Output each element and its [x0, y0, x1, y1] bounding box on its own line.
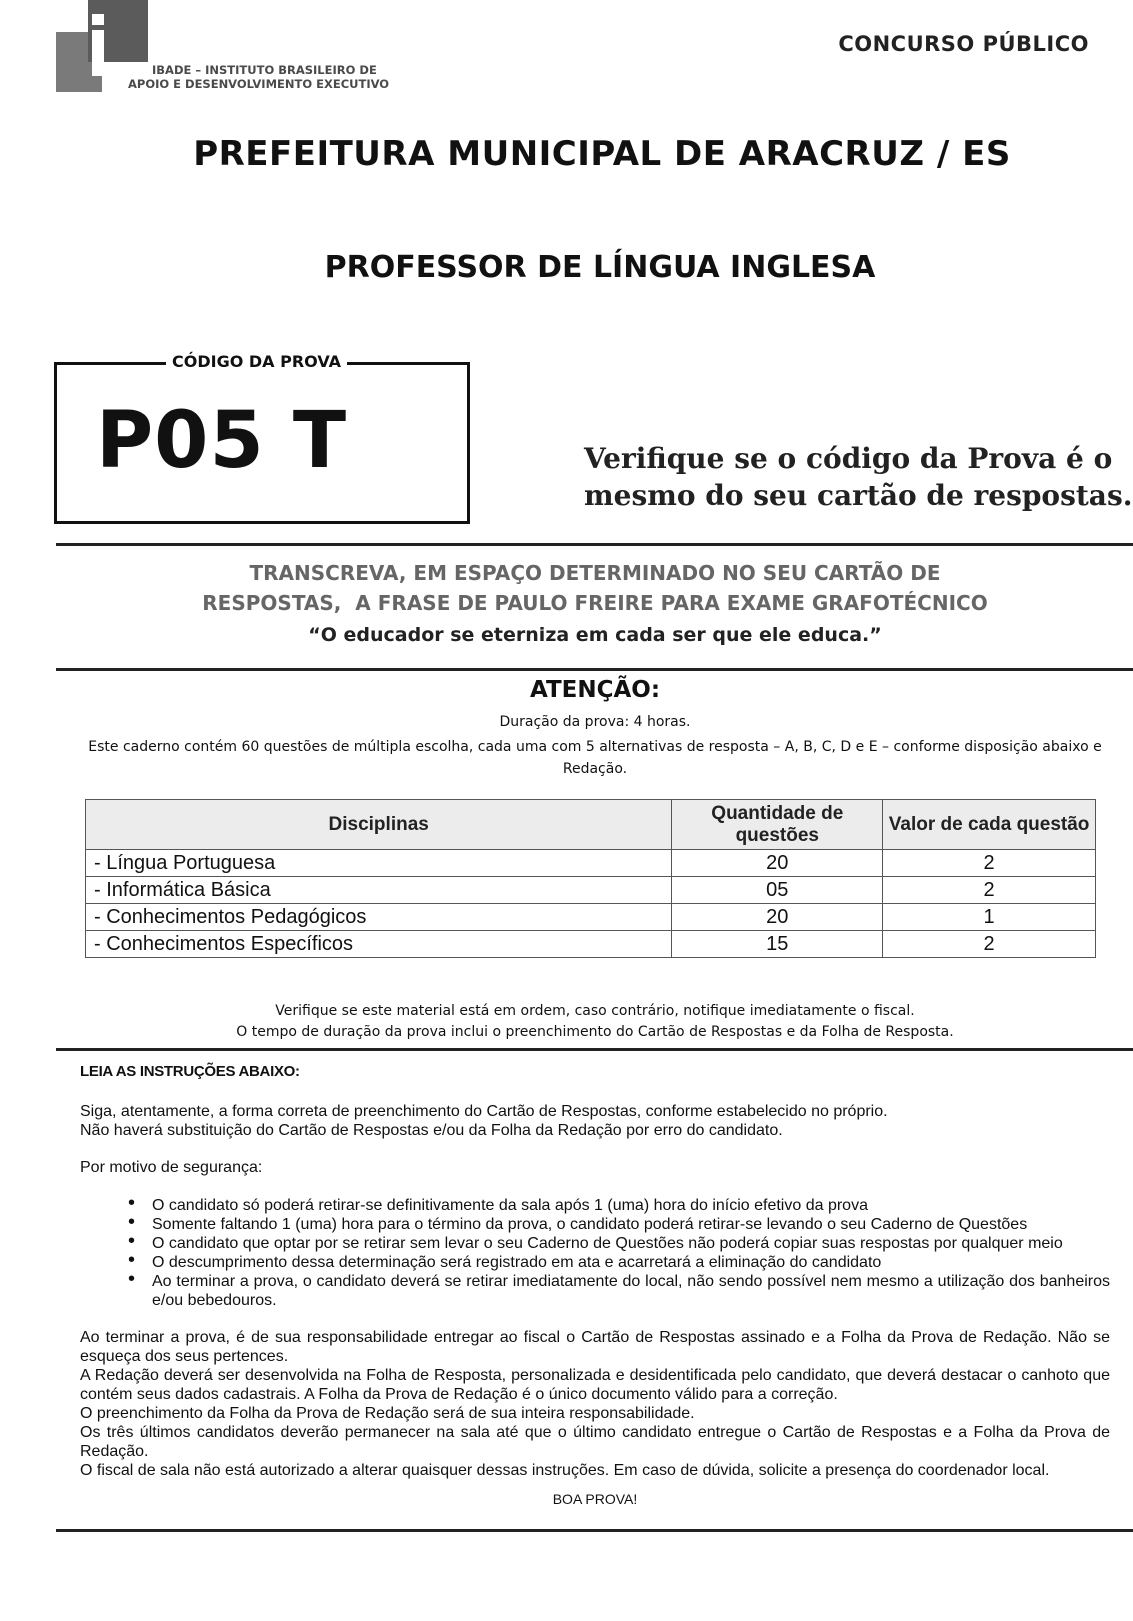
- divider: [56, 1529, 1133, 1532]
- exam-duration: Duração da prova: 4 horas.: [499, 714, 691, 730]
- question-value: 1: [883, 904, 1096, 931]
- table-row: [86, 904, 1096, 931]
- exam-code-value: P05 T: [96, 396, 348, 486]
- instruction-paragraph: Não haverá substituição do Cartão de Respostas e/ou da Folha da Redação por erro do candidato.: [80, 1122, 783, 1139]
- concurso-label: CONCURSO PÚBLICO: [838, 32, 1089, 56]
- booklet-description: Este caderno contém 60 questões de múltipla escolha, cada uma com 5 alternativas de resposta – A, B, C, D e E – conforme disposição abaixo e Redação.: [88, 739, 1102, 777]
- table-row: [86, 850, 1096, 877]
- organization-title: PREFEITURA MUNICIPAL DE ARACRUZ / ES: [193, 134, 1011, 174]
- closing-message: BOA PROVA!: [552, 1491, 638, 1507]
- transcription-line-1: TRANSCREVA, EM ESPAÇO DETERMINADO NO SEU CARTÃO DE: [249, 561, 941, 585]
- header-quantidade: Quantidade de questões: [672, 800, 883, 850]
- institute-line-1: IBADE – INSTITUTO BRASILEIRO DE: [152, 63, 377, 77]
- transcription-instruction: [0, 558, 1133, 618]
- table-row: [86, 877, 1096, 904]
- subject-name: - Conhecimentos Pedagógicos: [86, 904, 672, 931]
- attention-heading: ATENÇÃO:: [529, 677, 661, 703]
- list-item: • O candidato só poderá retirar-se definitivamente da sala após 1 (uma) hora do início efetivo da prova: [128, 1196, 1110, 1215]
- divider: [56, 668, 1133, 671]
- question-count: 20: [672, 850, 883, 877]
- question-value: 2: [883, 931, 1096, 958]
- subjects-table: [85, 799, 1096, 958]
- list-item: • O descumprimento dessa determinação será registrado em ata e acarretará a eliminação do candidato: [128, 1253, 1110, 1272]
- transcription-line-2: RESPOSTAS, A FRASE DE PAULO FREIRE PARA EXAME GRAFOTÉCNICO: [202, 591, 988, 615]
- verify-code-message: [584, 440, 1132, 514]
- question-count: 15: [672, 931, 883, 958]
- instruction-paragraph: O fiscal de sala não está autorizado a alterar quaisquer dessas instruções. Em caso de dúvida, solicite a presença do coordenador local.: [80, 1462, 1050, 1479]
- notice-line-1: Verifique se este material está em ordem, caso contrário, notifique imediatamente o fiscal.: [275, 1003, 915, 1019]
- paulo-freire-phrase: “O educador se eterniza em cada ser que ele educa.”: [308, 624, 882, 646]
- notice-line-2: O tempo de duração da prova inclui o preenchimento do Cartão de Respostas e da Folha de Resposta.: [236, 1024, 954, 1040]
- subject-name: - Língua Portuguesa: [86, 850, 672, 877]
- question-count: 20: [672, 904, 883, 931]
- question-value: 2: [883, 877, 1096, 904]
- list-item: • O candidato que optar por se retirar sem levar o seu Caderno de Questões não poderá copiar suas respostas por qualquer meio: [128, 1234, 1110, 1253]
- instruction-paragraph: Os três últimos candidatos deverão permanecer na sala até que o último candidato entregue o Cartão de Respostas e a Folha da Prova de Redação.: [80, 1424, 1110, 1460]
- subject-name: - Informática Básica: [86, 877, 672, 904]
- table-row: [86, 931, 1096, 958]
- verify-line-1: Verifique se o código da Prova é o: [584, 442, 1113, 475]
- security-heading: Por motivo de segurança:: [80, 1159, 263, 1176]
- question-count: 05: [672, 877, 883, 904]
- institute-name: [128, 63, 389, 91]
- institute-line-2: APOIO E DESENVOLVIMENTO EXECUTIVO: [128, 77, 390, 91]
- header-valor: Valor de cada questão: [883, 800, 1096, 850]
- position-title: PROFESSOR DE LÍNGUA INGLESA: [324, 250, 876, 285]
- list-item: • Somente faltando 1 (uma) hora para o término da prova, o candidato poderá retirar-se levando o seu Caderno de Questões: [128, 1215, 1110, 1234]
- subject-name: - Conhecimentos Específicos: [86, 931, 672, 958]
- final-instructions: [80, 1328, 1110, 1480]
- list-item: • Ao terminar a prova, o candidato deverá se retirar imediatamente do local, não sendo possível nem mesmo a utilização dos banheiros e/ou bebedouros.: [128, 1272, 1110, 1310]
- security-rules-list: [128, 1196, 1110, 1310]
- verify-line-2: mesmo do seu cartão de respostas.: [584, 479, 1133, 512]
- instruction-paragraph: Siga, atentamente, a forma correta de preenchimento do Cartão de Respostas, conforme estabelecido no próprio.: [80, 1103, 888, 1120]
- question-value: 2: [883, 850, 1096, 877]
- exam-code-label: CÓDIGO DA PROVA: [166, 352, 347, 371]
- header-disciplinas: Disciplinas: [86, 800, 672, 850]
- instruction-paragraph: A Redação deverá ser desenvolvida na Folha de Resposta, personalizada e desidentificada pelo candidato, que deverá destacar o canhoto que contém seus dados cadastrais. A Folha da Prova de Redação é o único documento válido para a correção.: [80, 1367, 1110, 1403]
- instruction-paragraph: Ao terminar a prova, é de sua responsabilidade entregar ao fiscal o Cartão de Respostas assinado e a Folha da Prova de Redação. Não se esqueça dos seus pertences.: [80, 1329, 1110, 1365]
- instructions-heading: LEIA AS INSTRUÇÕES ABAIXO:: [80, 1063, 300, 1080]
- divider: [56, 543, 1133, 546]
- instructions-intro: [80, 1102, 1110, 1140]
- divider: [56, 1048, 1133, 1051]
- material-notice: [0, 1001, 1133, 1043]
- instruction-paragraph: O preenchimento da Folha da Prova de Redação será de sua inteira responsabilidade.: [80, 1405, 695, 1422]
- table-header-row: [86, 800, 1096, 850]
